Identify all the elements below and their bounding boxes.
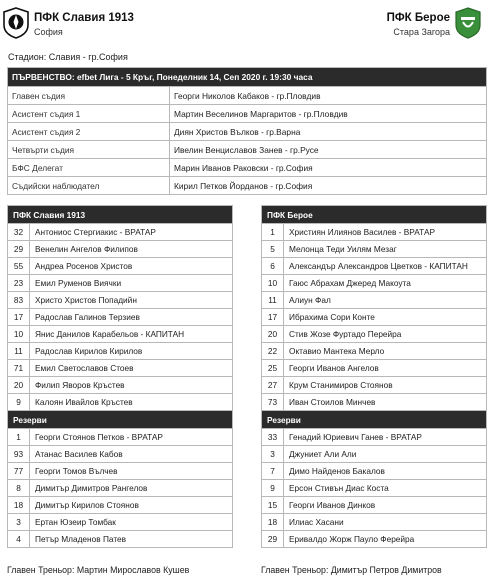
player-row [8,326,233,343]
player-row [8,531,233,548]
player-number: 1 [262,224,284,241]
official-row [8,105,487,123]
away-team-name: ПФК Берое [386,12,450,24]
player-number: 17 [8,309,30,326]
player-row [262,241,487,258]
player-number: 1 [8,429,30,446]
match-title: ПЪРВЕНСТВО: efbet Лига - 5 Кръг, Понеделник 14, Сеп 2020 г. 19:30 часа [8,68,487,87]
player-number: 33 [262,429,284,446]
stadium-label: Стадион: Славия - гр.София [8,52,128,62]
player-row [262,514,487,531]
official-role: БФС Делегат [8,159,170,177]
official-name: Кирил Петков Йорданов - гр.София [170,177,487,195]
player-name: Еривалдо Жорж Пауло Ферейра [284,531,487,548]
official-role: Асистент съдия 2 [8,123,170,141]
player-name: Стив Жозе Фуртадо Перейра [284,326,487,343]
home-crest-icon [2,7,30,39]
player-name: Мелонца Теди Уилям Мезаг [284,241,487,258]
player-number: 3 [8,514,30,531]
player-number: 22 [262,343,284,360]
player-row [262,326,487,343]
away-lineup-table [261,205,487,548]
away-lineup-header-label: ПФК Берое [262,206,487,224]
home-team-city: София [34,27,63,37]
player-number: 18 [262,514,284,531]
official-name: Ивелин Венциславов Занев - гр.Русе [170,141,487,159]
player-name: Атанас Василев Кабов [30,446,233,463]
player-name: Генадий Юриевич Ганев - ВРАТАР [284,429,487,446]
player-row [8,343,233,360]
player-name: Филип Яворов Кръстев [30,377,233,394]
home-lineup-header [8,206,233,224]
player-number: 9 [8,394,30,411]
player-number: 9 [262,480,284,497]
player-name: Емил Светославов Стоев [30,360,233,377]
home-lineup-table [7,205,233,548]
player-name: Алиун Фал [284,292,487,309]
official-row [8,123,487,141]
home-lineup-header-label: ПФК Славия 1913 [8,206,233,224]
player-name: Янис Данилов Карабельов - КАПИТАН [30,326,233,343]
player-row [262,446,487,463]
player-row [262,429,487,446]
official-name: Диян Христов Вълков - гр.Варна [170,123,487,141]
away-coach: Главен Треньор: Димитър Петров Димитров [261,565,442,575]
player-name: Венелин Ангелов Филипов [30,241,233,258]
player-name: Георги Томов Вълчев [30,463,233,480]
player-name: Иван Стоилов Минчев [284,394,487,411]
player-number: 29 [262,531,284,548]
player-row [262,292,487,309]
player-number: 11 [262,292,284,309]
player-row [8,309,233,326]
player-name: Димитър Кирилов Стоянов [30,497,233,514]
player-name: Калоян Ивайлов Кръстев [30,394,233,411]
player-name: Георги Иванов Ангелов [284,360,487,377]
player-row [8,377,233,394]
player-name: Гаюс Абрахам Джеред Макоута [284,275,487,292]
player-name: Димо Найденов Бакалов [284,463,487,480]
player-name: Ибрахима Сори Конте [284,309,487,326]
away-subs-header [262,411,487,429]
officials-table [7,67,487,195]
player-row [262,463,487,480]
player-number: 15 [262,497,284,514]
player-number: 77 [8,463,30,480]
player-name: Петър Младенов Патев [30,531,233,548]
player-name: Антониос Стергиакис - ВРАТАР [30,224,233,241]
player-number: 4 [8,531,30,548]
official-role: Четвърти съдия [8,141,170,159]
player-number: 8 [8,480,30,497]
player-row [262,343,487,360]
official-role: Главен съдия [8,87,170,105]
player-row [8,514,233,531]
player-number: 17 [262,309,284,326]
away-subs-header-label: Резерви [262,411,487,429]
player-row [262,394,487,411]
player-name: Крум Станимиров Стоянов [284,377,487,394]
player-row [8,258,233,275]
player-number: 32 [8,224,30,241]
player-row [8,497,233,514]
player-row [262,480,487,497]
player-row [262,377,487,394]
player-number: 18 [8,497,30,514]
official-row [8,177,487,195]
player-number: 6 [262,258,284,275]
away-crest-icon [454,7,482,39]
official-role: Съдийски наблюдател [8,177,170,195]
player-number: 73 [262,394,284,411]
player-number: 83 [8,292,30,309]
player-row [8,360,233,377]
player-number: 11 [8,343,30,360]
player-name: Андреа Росенов Христов [30,258,233,275]
player-name: Александър Александров Цветков - КАПИТАН [284,258,487,275]
official-name: Марин Иванов Раковски - гр.София [170,159,487,177]
away-team-city: Стара Загора [393,27,450,37]
player-row [262,258,487,275]
player-number: 55 [8,258,30,275]
player-number: 20 [8,377,30,394]
home-coach: Главен Треньор: Мартин Мирославов Кушев [7,565,190,575]
player-number: 10 [8,326,30,343]
away-lineup-header [262,206,487,224]
player-row [262,275,487,292]
player-row [8,429,233,446]
player-row [262,360,487,377]
player-row [8,463,233,480]
player-name: Джуниет Али Али [284,446,487,463]
player-row [8,292,233,309]
official-row [8,87,487,105]
player-number: 71 [8,360,30,377]
player-number: 5 [262,241,284,258]
home-team-name: ПФК Славия 1913 [34,12,134,24]
official-row [8,141,487,159]
player-row [8,446,233,463]
match-header [0,0,494,46]
player-name: Октавио Мантека Мерло [284,343,487,360]
player-number: 10 [262,275,284,292]
player-row [262,497,487,514]
official-role: Асистент съдия 1 [8,105,170,123]
player-number: 29 [8,241,30,258]
player-row [8,480,233,497]
player-row [8,394,233,411]
player-name: Радослав Кирилов Кирилов [30,343,233,360]
official-name: Георги Николов Кабаков - гр.Пловдив [170,87,487,105]
player-row [262,224,487,241]
player-number: 23 [8,275,30,292]
player-row [8,224,233,241]
player-row [262,309,487,326]
home-subs-header-label: Резерви [8,411,233,429]
home-subs-header [8,411,233,429]
player-name: Георги Иванов Динков [284,497,487,514]
player-number: 3 [262,446,284,463]
player-row [8,241,233,258]
player-name: Георги Стоянов Петков - ВРАТАР [30,429,233,446]
official-row [8,159,487,177]
player-number: 7 [262,463,284,480]
player-row [8,275,233,292]
player-row [262,531,487,548]
player-name: Емил Руменов Виячки [30,275,233,292]
player-number: 20 [262,326,284,343]
player-number: 93 [8,446,30,463]
match-title-row [8,68,487,87]
player-name: Радослав Галинов Терзиев [30,309,233,326]
player-number: 27 [262,377,284,394]
player-name: Християн Илиянов Василев - ВРАТАР [284,224,487,241]
player-name: Ерсон Стивън Диас Коста [284,480,487,497]
player-number: 25 [262,360,284,377]
official-name: Мартин Веселинов Маргаритов - гр.Пловдив [170,105,487,123]
player-name: Христо Христов Попадийн [30,292,233,309]
player-name: Димитър Димитров Рангелов [30,480,233,497]
player-name: Ертан Юзеир Томбак [30,514,233,531]
player-name: Илиас Хасани [284,514,487,531]
